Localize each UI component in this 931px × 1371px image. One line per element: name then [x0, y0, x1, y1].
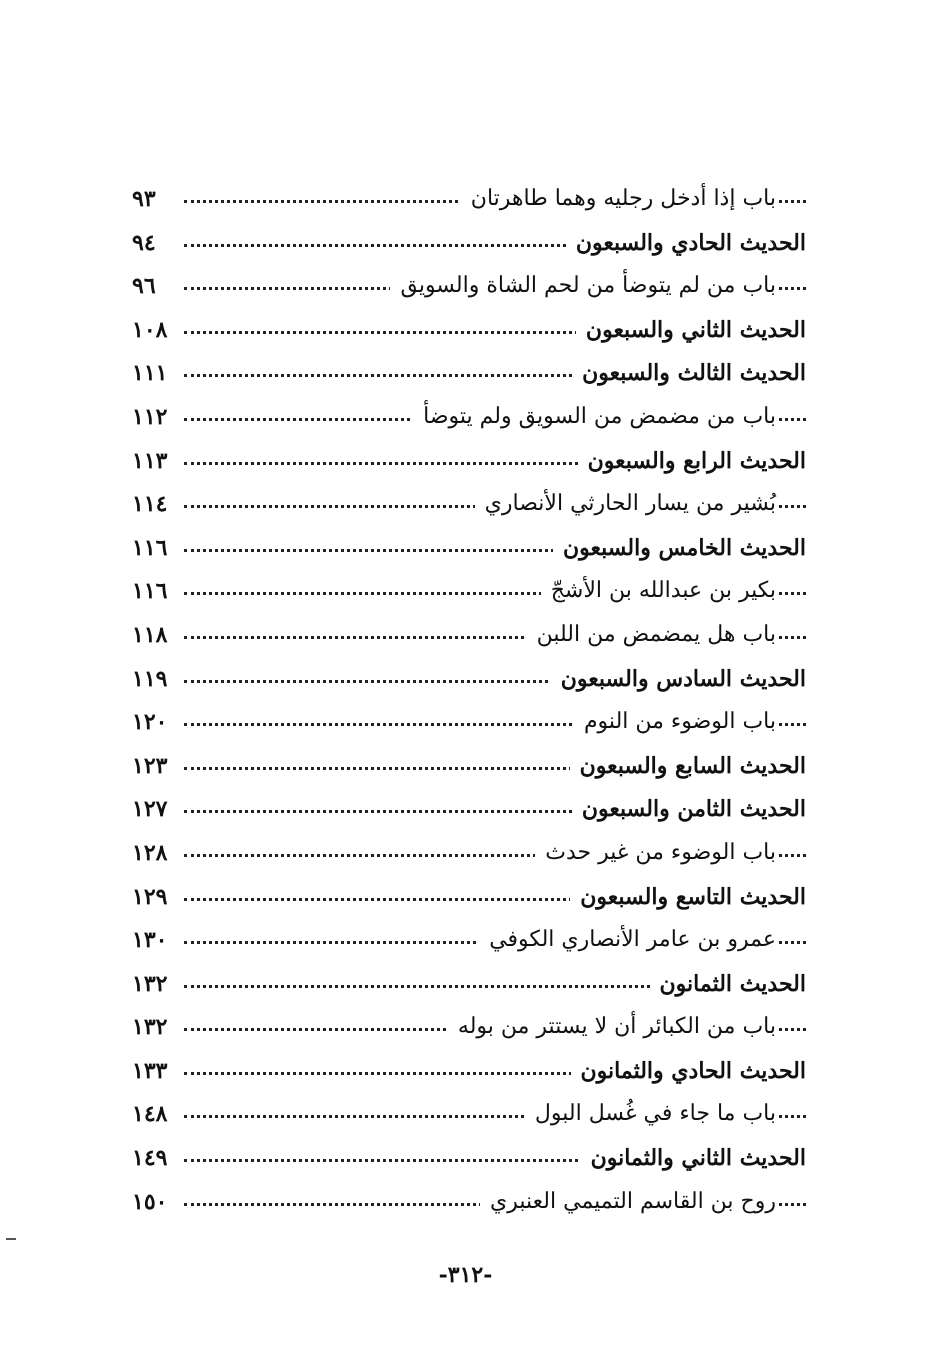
- entry-page-number: ٩٣: [132, 184, 180, 214]
- toc-entry-chapter: [132, 701, 806, 745]
- toc-entry-chapter: [132, 570, 806, 614]
- entry-page-number: ١٢٣: [132, 751, 180, 781]
- toc-entry-hadith: [132, 658, 806, 702]
- entry-page-number: ١٠٨: [132, 315, 180, 345]
- entry-page-number: ١١٣: [132, 446, 180, 476]
- entry-page-number: ١١٦: [132, 533, 180, 563]
- entry-title: روح بن القاسم التميمي العنبري: [480, 1187, 776, 1217]
- toc-entry-chapter: [132, 483, 806, 527]
- entry-page-number: ١١٤: [132, 489, 180, 519]
- page-number-footer: -٣١٢-: [438, 1262, 493, 1288]
- entry-title: الحديث الثامن والسبعون: [572, 794, 806, 824]
- entry-page-number: ١٣٣: [132, 1056, 180, 1086]
- toc-entry-chapter: [132, 832, 806, 876]
- entry-title: باب هل يمضمض من اللبن: [527, 620, 776, 650]
- margin-mark: [6, 1238, 16, 1240]
- toc-entry-chapter: [132, 1093, 806, 1137]
- entry-title: الحديث الثمانون: [650, 969, 806, 999]
- toc-entry-hadith: [132, 745, 806, 789]
- toc-entry-hadith: [132, 222, 806, 266]
- entry-page-number: ١٣٢: [132, 969, 180, 999]
- toc-entry-hadith: [132, 1137, 806, 1181]
- entry-page-number: ١١٨: [132, 620, 180, 650]
- toc-entry-hadith: [132, 527, 806, 571]
- entry-page-number: ١٤٩: [132, 1143, 180, 1173]
- entry-title: الحديث الحادي والسبعون: [566, 228, 806, 258]
- entry-page-number: ١٥٠: [132, 1187, 180, 1217]
- toc-entry-hadith: [132, 440, 806, 484]
- entry-page-number: ١٣٠: [132, 925, 180, 955]
- entry-title: الحديث السابع والسبعون: [570, 751, 806, 781]
- entry-title: الحديث الخامس والسبعون: [553, 533, 806, 563]
- entry-title: الحديث الثالث والسبعون: [572, 358, 806, 388]
- entry-title: باب الوضوء من النوم: [574, 707, 776, 737]
- entry-page-number: ١١٦: [132, 576, 180, 606]
- toc-entry-chapter: [132, 1006, 806, 1050]
- entry-page-number: ١٢٠: [132, 707, 180, 737]
- entry-title: باب من لم يتوضأ من لحم الشاة والسويق: [390, 271, 776, 301]
- toc-entry-hadith: [132, 309, 806, 353]
- entry-title: الحديث الحادي والثمانون: [571, 1056, 807, 1086]
- entry-title: باب إذا أدخل رجليه وهما طاهرتان: [461, 184, 776, 214]
- toc-entry-chapter: [132, 265, 806, 309]
- entry-page-number: ١٣٢: [132, 1012, 180, 1042]
- entry-title: بكير بن عبدالله بن الأشجّ: [541, 576, 776, 606]
- entry-title: الحديث السادس والسبعون: [551, 664, 806, 694]
- table-of-contents: [132, 178, 806, 1224]
- entry-title: الحديث الرابع والسبعون: [578, 446, 806, 476]
- entry-page-number: ١٤٨: [132, 1099, 180, 1129]
- toc-entry-hadith: [132, 963, 806, 1007]
- entry-title: بُشير من يسار الحارثي الأنصاري: [475, 489, 776, 519]
- entry-title: الحديث التاسع والسبعون: [570, 882, 806, 912]
- entry-page-number: ١١١: [132, 358, 180, 388]
- toc-entry-chapter: [132, 919, 806, 963]
- toc-entry-chapter: [132, 1181, 806, 1225]
- toc-entry-chapter: [132, 178, 806, 222]
- toc-entry-chapter: [132, 614, 806, 658]
- entry-page-number: ١٢٩: [132, 882, 180, 912]
- entry-page-number: ١١٩: [132, 664, 180, 694]
- entry-title: باب ما جاء في غُسل البول: [525, 1099, 776, 1129]
- entry-title: باب من الكبائر أن لا يستتر من بوله: [448, 1012, 776, 1042]
- entry-title: الحديث الثاني والثمانون: [581, 1143, 806, 1173]
- toc-entry-chapter: [132, 396, 806, 440]
- entry-page-number: ٩٤: [132, 228, 180, 258]
- entry-title: الحديث الثاني والسبعون: [576, 315, 806, 345]
- entry-page-number: ١٢٨: [132, 838, 180, 868]
- entry-title: عمرو بن عامر الأنصاري الكوفي: [479, 925, 776, 955]
- toc-entry-hadith: [132, 788, 806, 832]
- entry-title: باب من مضمض من السويق ولم يتوضأ: [413, 402, 776, 432]
- entry-page-number: ٩٦: [132, 271, 180, 301]
- toc-entry-hadith: [132, 352, 806, 396]
- toc-entry-hadith: [132, 1050, 806, 1094]
- entry-title: باب الوضوء من غير حدث: [535, 838, 776, 868]
- entry-page-number: ١١٢: [132, 402, 180, 432]
- entry-page-number: ١٢٧: [132, 794, 180, 824]
- toc-entry-hadith: [132, 876, 806, 920]
